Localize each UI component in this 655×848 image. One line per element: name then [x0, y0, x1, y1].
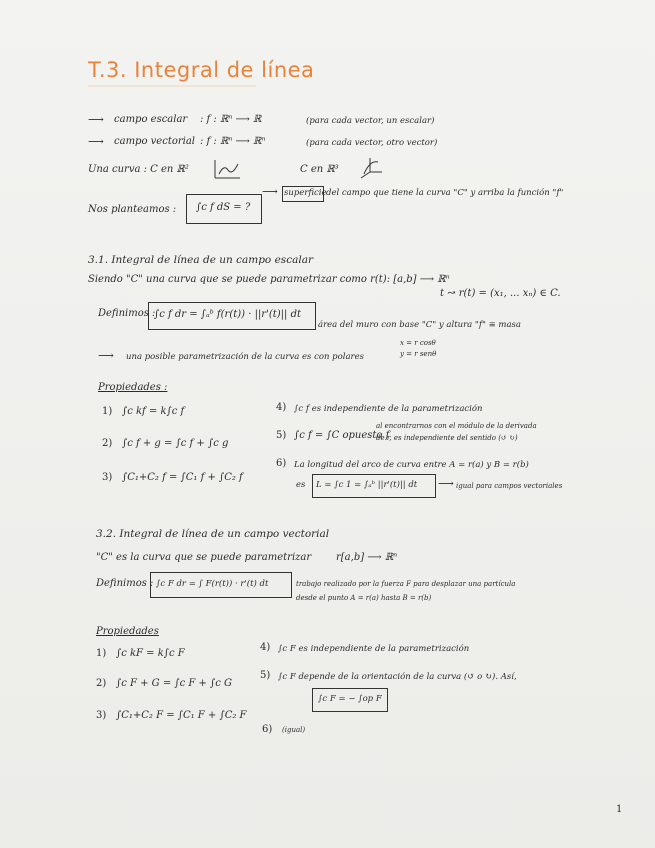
arrow-icon: ⟶ [262, 185, 278, 198]
s32-p1-num: 1) [96, 648, 107, 659]
s31-p2-num: 2) [102, 438, 113, 449]
s32-intro-map: r[a,b] ⟶ ℝⁿ [336, 552, 398, 563]
s32-p5-formula: ∫c F = − ∫op F [318, 694, 382, 704]
superficie-desc: del campo que tiene la curva "C" y arriba la función "f" [326, 188, 564, 198]
s32-p3: ∫C₁+C₂ F = ∫C₁ F + ∫C₂ F [116, 710, 247, 721]
polar-y: y = r senθ [400, 350, 437, 358]
s31-p5-note-1: al encontrarnos con el módulo de la derivada [376, 422, 537, 430]
s31-formula: ∫c f dr = ∫ₐᵇ f(r(t)) · ||r'(t)|| dt [154, 309, 301, 320]
s32-p6: (igual) [282, 726, 306, 734]
s31-p4-num: 4) [276, 402, 287, 413]
campo-escalar-map: : f : ℝⁿ ⟶ ℝ [200, 114, 262, 125]
curve-2d-icon [212, 158, 242, 180]
s32-intro: "C" es la curva que se puede parametrizar [96, 552, 312, 563]
s32-p4-num: 4) [260, 642, 271, 653]
s32-p5: ∫c F depende de la orientación de la curva (↺ o ↻). Así, [278, 672, 517, 682]
polar-x: x = r cosθ [400, 339, 436, 347]
title-underline [88, 84, 258, 88]
s31-p4: ∫c f es independiente de la parametrización [294, 404, 483, 414]
s31-p3-num: 3) [102, 472, 113, 483]
s31-propiedades: Propiedades : [98, 382, 168, 393]
s31-p5: ∫c f = ∫C opuesto f [294, 430, 390, 441]
s32-p1: ∫c kF = k∫c F [116, 648, 185, 659]
page-number: 1 [616, 804, 623, 815]
curve-3d-icon [358, 156, 384, 180]
s31-param: t ↝ r(t) = (x₁, ... xₙ) ∈ C. [440, 288, 561, 299]
s32-formula: ∫c F dr = ∫ F(r(t)) · r'(t) dt [156, 579, 269, 589]
s31-p5-num: 5) [276, 430, 287, 441]
planteamos-label: Nos planteamos : [88, 204, 177, 215]
s31-p5-note-2: de r, es independiente del sentido (↺ ↻) [376, 434, 518, 442]
arrow-icon: ⟶ [98, 349, 114, 362]
page-title: T.3. Integral de línea [88, 58, 315, 82]
campo-vectorial-note: (para cada vector, otro vector) [306, 138, 438, 148]
s32-p5-num: 5) [260, 670, 271, 681]
s32-p4: ∫c F es independiente de la parametrización [278, 644, 470, 654]
s31-p3: ∫C₁+C₂ f = ∫C₁ f + ∫C₂ f [122, 472, 243, 483]
campo-vectorial-map: : f : ℝⁿ ⟶ ℝⁿ [200, 136, 266, 147]
curva-r3-label: C en ℝ³ [300, 164, 339, 175]
s32-p3-num: 3) [96, 710, 107, 721]
arrow-icon: ⟶ [438, 477, 454, 490]
s31-p6-formula: L = ∫c 1 = ∫ₐᵇ ||r'(t)|| dt [316, 480, 418, 490]
s31-p1-num: 1) [102, 406, 113, 417]
campo-escalar-label: campo escalar [114, 114, 188, 125]
s32-definimos: Definimos : [96, 578, 154, 589]
s31-p6-es: es [296, 480, 306, 490]
s32-p6-num: 6) [262, 724, 273, 735]
section-3-1-heading: 3.1. Integral de línea de un campo escalar [88, 254, 313, 266]
s32-trabajo-1: trabajo realizado por la fuerza F para desplazar una partícula [296, 580, 516, 588]
arrow-icon: ⟶ [88, 113, 104, 126]
s31-p6-note: igual para campos vectoriales [456, 482, 563, 490]
superficie-word: superficie [284, 188, 327, 198]
campo-escalar-note: (para cada vector, un escalar) [306, 116, 435, 126]
curva-label: Una curva : C en ℝ² [88, 164, 189, 175]
s31-polares: una posible parametrización de la curva es con polares [126, 352, 364, 362]
s31-p6: La longitud del arco de curva entre A = r(a) y B = r(b) [294, 460, 529, 470]
s32-p2: ∫c F + G = ∫c F + ∫c G [116, 678, 233, 689]
s31-definimos: Definimos : [98, 308, 156, 319]
section-3-2-heading: 3.2. Integral de línea de un campo vectorial [96, 528, 330, 540]
s32-propiedades: Propiedades [96, 626, 159, 637]
planteamos-formula: ∫c f dS = ? [196, 202, 251, 213]
s31-area-note: área del muro con base "C" y altura "f" ≡ masa [318, 320, 521, 330]
arrow-icon: ⟶ [88, 135, 104, 148]
s31-p6-num: 6) [276, 458, 287, 469]
s31-p1: ∫c kf = k∫c f [122, 406, 185, 417]
s31-p2: ∫c f + g = ∫c f + ∫c g [122, 438, 229, 449]
s32-p2-num: 2) [96, 678, 107, 689]
s31-siendo: Siendo "C" una curva que se puede parametrizar como r(t): [a,b] ⟶ ℝⁿ [88, 274, 450, 285]
campo-vectorial-label: campo vectorial [114, 136, 195, 147]
s32-trabajo-2: desde el punto A = r(a) hasta B = r(b) [296, 594, 432, 602]
